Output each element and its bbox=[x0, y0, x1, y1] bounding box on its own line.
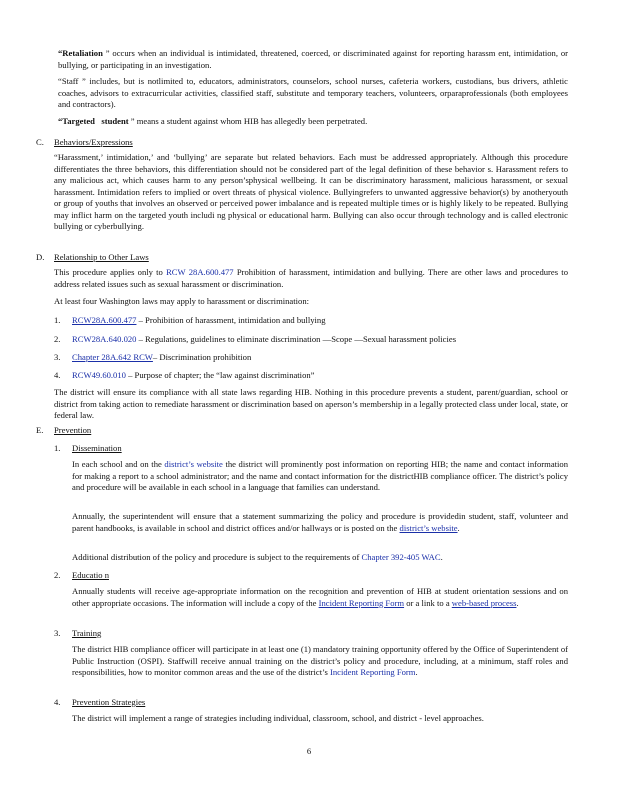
definition-targeted-text: ” means a student against whom HIB has allegedly been perpetrated. bbox=[128, 116, 368, 126]
prevention-strategies-heading bbox=[54, 697, 145, 709]
term-retaliation: “Retaliation bbox=[58, 48, 103, 58]
law-item-3 bbox=[54, 352, 251, 364]
training-heading bbox=[54, 628, 101, 640]
education-text-pre: Annually students will receive age-appropriate information on the recognition and prevention of HIB at student orientation sessions and on other appropriate occasions. The information will include a copy of the bbox=[72, 586, 568, 608]
law-item-2 bbox=[54, 334, 456, 346]
definition-retaliation bbox=[58, 48, 568, 71]
dissemination-paragraph-1 bbox=[72, 459, 568, 494]
section-d-letter: D. bbox=[36, 252, 45, 262]
term-targeted: “Targeted bbox=[58, 116, 95, 126]
training-text-post: . bbox=[415, 667, 418, 677]
prevention-strategies-number: 4. bbox=[54, 697, 61, 707]
web-based-process-link[interactable]: web-based process bbox=[451, 597, 517, 608]
law-item-text: – Discrimination prohibition bbox=[152, 352, 252, 362]
section-d-title: Relationship to Other Laws bbox=[54, 252, 149, 262]
law-item-text: – Regulations, guidelines to eliminate discrimination —Scope —Sexual harassment policies bbox=[136, 334, 457, 344]
districts-website-link-2[interactable]: district’s website bbox=[399, 522, 458, 533]
law-item-link[interactable]: RCW28A.640.020 bbox=[72, 334, 137, 344]
education-title: Educatio n bbox=[72, 570, 109, 580]
law-item-1 bbox=[54, 315, 326, 327]
section-e-heading bbox=[36, 425, 91, 437]
section-e-title: Prevention bbox=[54, 425, 92, 435]
training-paragraph bbox=[72, 644, 568, 679]
law-item-number: 3. bbox=[54, 352, 61, 362]
definition-retaliation-text: ” occurs when an individual is intimidated, threatened, coerced, or discriminated against for reporting harassm ent, intimidation, or bullying, or participating in an investigation. bbox=[58, 48, 568, 70]
section-d-atleast: At least four Washington laws may apply to harassment or discrimination: bbox=[54, 296, 310, 306]
law-item-text: – Prohibition of harassment, intimidation and bullying bbox=[136, 315, 326, 325]
section-d-intro-post: Prohibition of harassment, intimidation and bullying. There are other laws and procedures to address related issues such as sexual harassment or discrimination. bbox=[54, 267, 568, 289]
law-item-link[interactable]: Chapter 28A.642 RCW bbox=[72, 352, 153, 362]
section-d-closing: The district will ensure its compliance with all state laws regarding HIB. Nothing in this procedure prevents a student, parent/guardian, school or district from taking action to remediate harassment or discrimination based on aperson’s membership in a legally protected class under local, state, or federal law. bbox=[54, 387, 568, 420]
law-item-number: 4. bbox=[54, 370, 61, 380]
law-item-number: 1. bbox=[54, 315, 61, 325]
education-text-post: . bbox=[516, 597, 519, 608]
dissemination-p1-pre: In each school and on the bbox=[72, 459, 165, 469]
rcw-28a-600-477-link[interactable]: RCW 28A.600.477 bbox=[166, 267, 234, 277]
section-d-intro bbox=[54, 267, 568, 290]
education-text-mid: or a link to a bbox=[404, 597, 452, 608]
dissemination-paragraph-3 bbox=[72, 552, 568, 564]
prevention-strategies-paragraph: The district will implement a range of strategies including individual, classroom, school, and district - level approaches. bbox=[72, 713, 484, 723]
law-item-text: – Purpose of chapter; the “law against discrimination” bbox=[125, 370, 315, 380]
dissemination-title: Dissemination bbox=[72, 443, 122, 453]
law-item-link[interactable]: RCW28A.600.477 bbox=[72, 315, 137, 325]
dissemination-paragraph-2 bbox=[72, 511, 568, 534]
page-number: 6 bbox=[306, 746, 312, 756]
training-number: 3. bbox=[54, 628, 61, 638]
dissemination-p2-post: . bbox=[457, 522, 460, 533]
section-d-intro-pre: This procedure applies only to bbox=[54, 267, 163, 277]
prevention-strategies-title: Prevention Strategies bbox=[72, 697, 146, 707]
dissemination-p1-post: the district will prominently post information on reporting HIB; the name and contact information for making a report to a school administrator; and the name and contact information for the districtHIB compliance officer. The district’s policy and procedure will be available in each school in a language that families can understand. bbox=[72, 459, 569, 492]
dissemination-p3-post: . bbox=[440, 552, 443, 562]
term-student: student bbox=[101, 116, 129, 126]
chapter-392-405-wac-link[interactable]: Chapter 392-405 WAC bbox=[361, 552, 441, 562]
dissemination-p3-pre: Additional distribution of the policy and procedure is subject to the requirements of bbox=[72, 552, 360, 562]
section-e-letter: E. bbox=[36, 425, 44, 435]
dissemination-heading bbox=[54, 443, 122, 455]
education-paragraph bbox=[72, 586, 568, 609]
dissemination-p2-pre: Annually, the superintendent will ensure that a statement summarizing the policy and procedure is providedin student, staff, volunteer and parent handbooks, is available in school and district offices and/or hallways or is posted on the bbox=[72, 511, 568, 533]
section-c-paragraph: “Harassment,’ intimidation,’ and ‘bullying’ are separate but related behaviors. Each must be addressed appropriately. Although this procedure differentiates the three behaviors, this differentiation should not be considered part of the legal definition of these behavior s. Harassment refers to any malicious act, which causes harm to any person’sphysical wellbeing. It can be discriminatory harassment, malicious harassment, or sexual harassment. Intimidation refers to implied or overt threats of physical violence. Bullyingrefers to unwanted aggressive behavior(s) by anotheryouth or group of youths that involves an observed or perceived power imbalance and is repeated multiple times or is highly likely to be repeated. Bullying may inflict harm on the targeted youth includi ng physical or educational harm. Bullying can also occur through technology and is called electronic bullying or cyberbullying. bbox=[54, 152, 568, 231]
dissemination-number: 1. bbox=[54, 443, 61, 453]
training-text-pre: The district HIB compliance officer will participate in at least one (1) mandatory training opportunity offered by the Office of Superintendent of Public Instruction (OSPI). Staffwill receive annual training on the district’s policy and procedure, including, at a minimum, staff roles and responsibilities, how to monitor common areas and the use of the district’s bbox=[72, 644, 568, 677]
section-c-heading bbox=[36, 137, 133, 149]
districts-website-link[interactable]: district’s website bbox=[164, 459, 223, 469]
training-title: Training bbox=[72, 628, 102, 638]
education-number: 2. bbox=[54, 570, 61, 580]
education-heading bbox=[54, 570, 109, 582]
definition-staff: “Staff ” includes, but is notlimited to, educators, administrators, counselors, school nurses, cafeteria workers, custodians, bus drivers, athletic coaches, advisors to extracurricular activities, classified staff, substitute and temporary teachers, volunteers, orparaprofessionals (both employees and contractors). bbox=[58, 76, 568, 109]
section-c-title: Behaviors/Expressions bbox=[54, 137, 133, 147]
law-item-link[interactable]: RCW49.60.010 bbox=[72, 370, 126, 380]
definition-targeted-student bbox=[58, 116, 568, 128]
section-c-letter: C. bbox=[36, 137, 44, 147]
section-d-heading bbox=[36, 252, 149, 264]
law-item-number: 2. bbox=[54, 334, 61, 344]
incident-reporting-form-link-2[interactable]: Incident Reporting Form bbox=[330, 667, 416, 677]
incident-reporting-form-link[interactable]: Incident Reporting Form bbox=[318, 597, 405, 608]
law-item-4 bbox=[54, 370, 314, 382]
